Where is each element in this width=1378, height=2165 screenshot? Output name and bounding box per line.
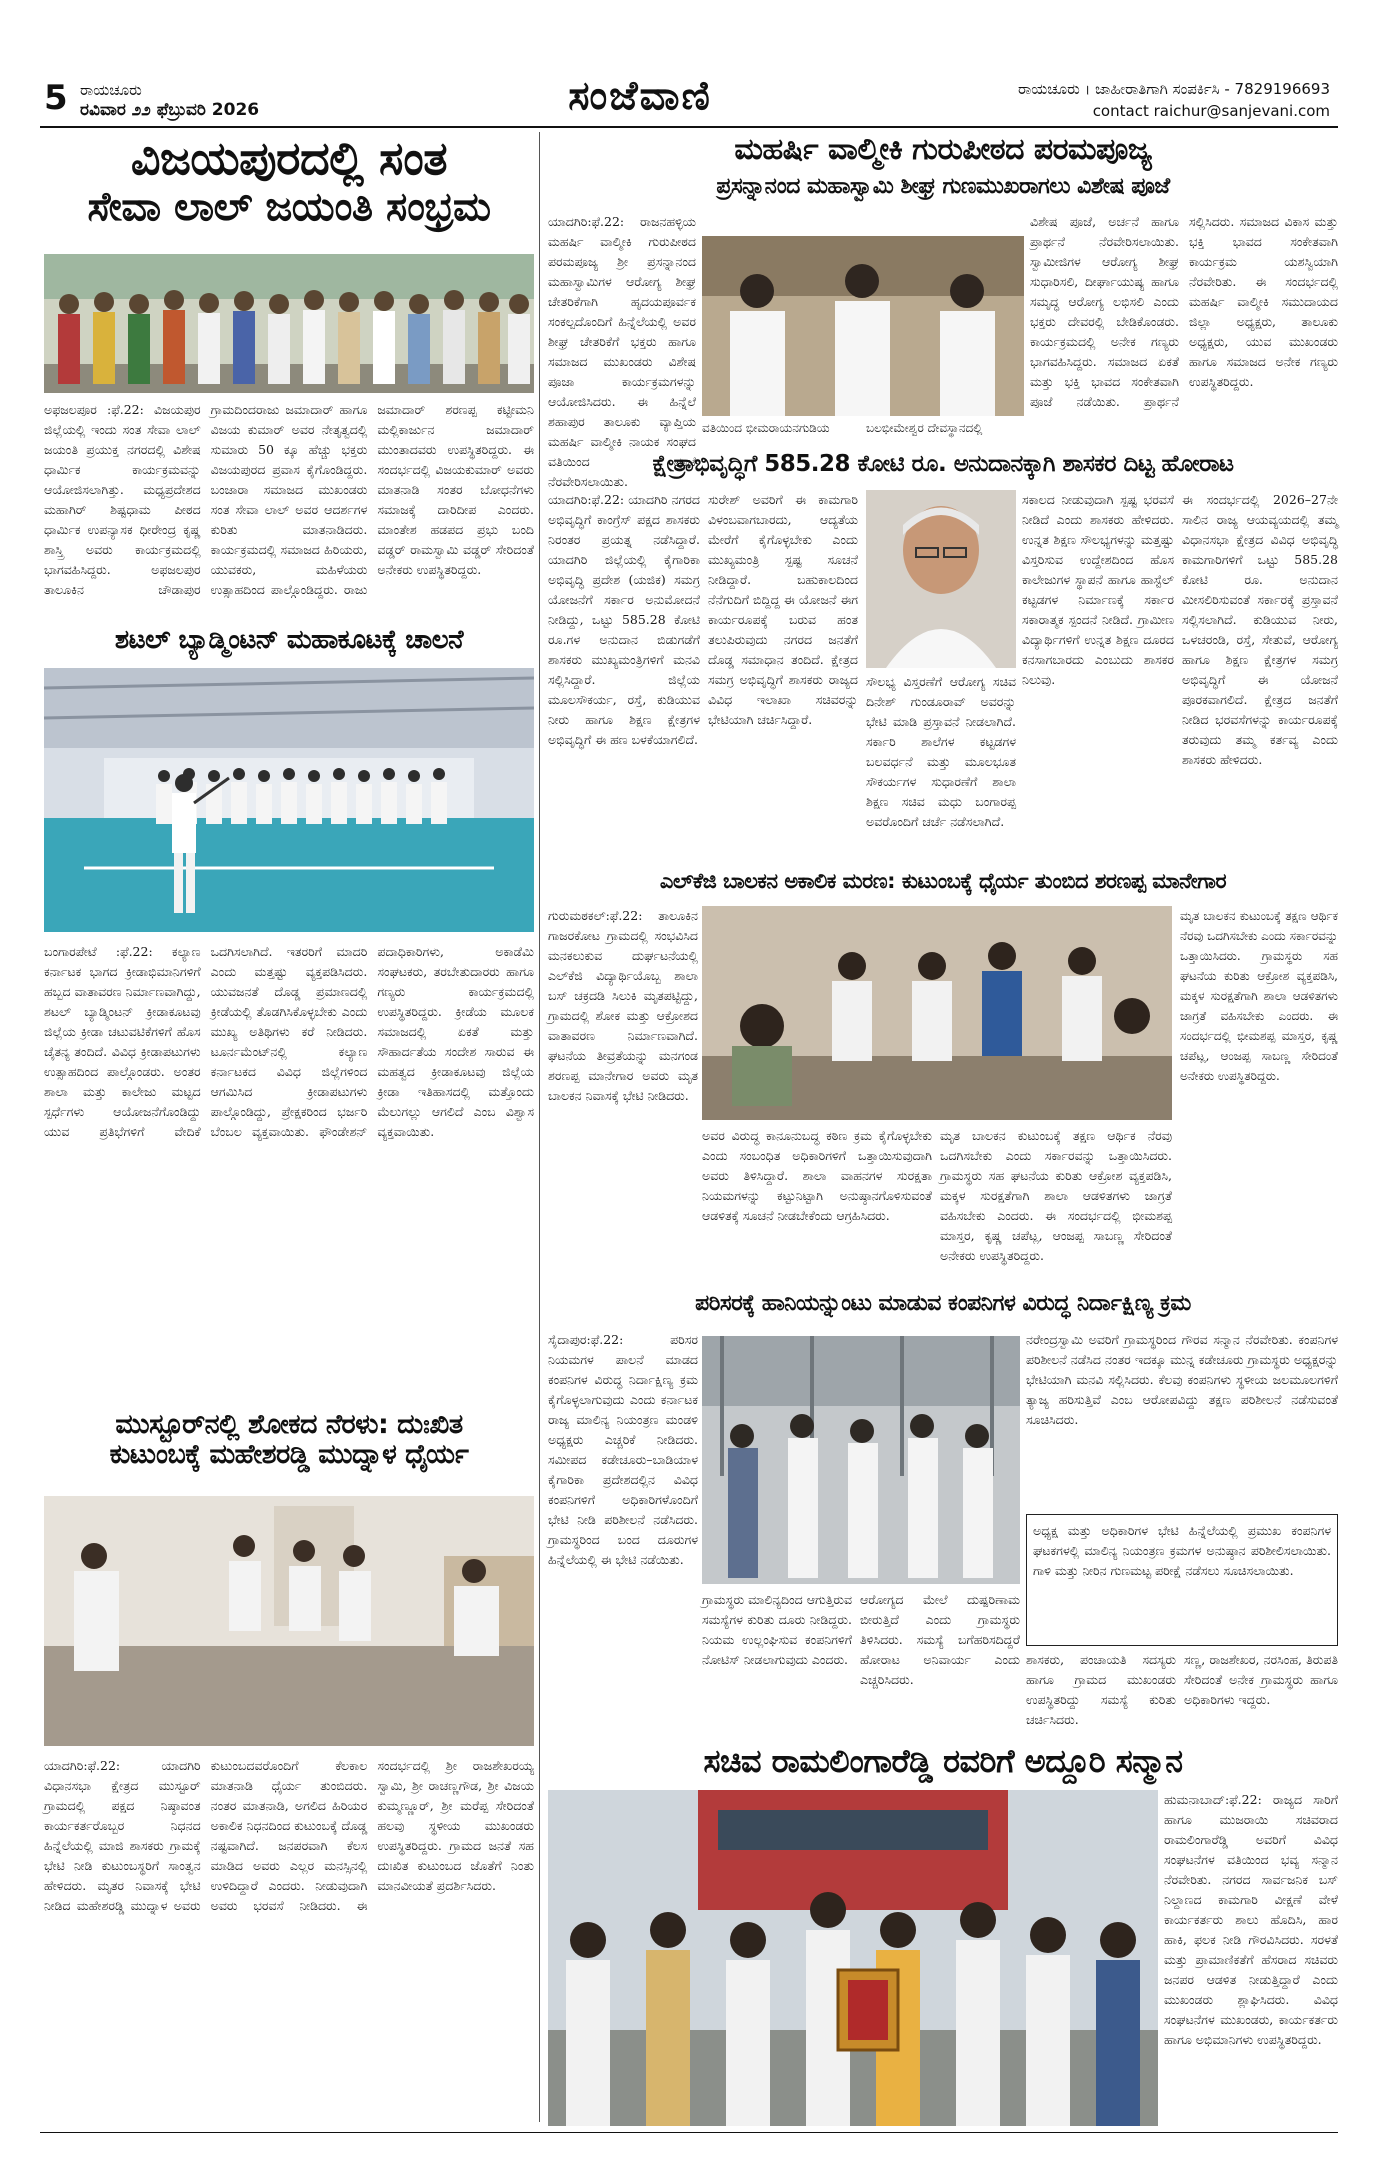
- valmiki-headline-line2: ಪ್ರಸನ್ನಾನಂದ ಮಹಾಸ್ವಾಮಿ ಶೀಘ್ರ ಗುಣಮುಖರಾಗಲು ವಿಶೇಷ ಪೂಜೆ: [716, 174, 1170, 199]
- muddanal-headline: [44, 1410, 534, 1492]
- footer-rule: [40, 2132, 1338, 2133]
- grant-body-col5: ಈ ಸಂದರ್ಭದಲ್ಲಿ 2026–27ನೇ ಸಾಲಿನ ರಾಜ್ಯ ಆಯವ್ಯಯದಲ್ಲಿ ತಮ್ಮ ವಿಧಾನಸಭಾ ಕ್ಷೇತ್ರದ ವಿವಿಧ ಅಭಿವೃದ್ಧಿ ಕಾಮಗಾರಿಗಳಿಗೆ ಒಟ್ಟು 585.28 ಕೋಟಿ ರೂ. ಅನುದಾನ ಮೀಸಲಿರಿಸುವಂತೆ ಸರ್ಕಾರಕ್ಕೆ ಪ್ರಸ್ತಾವನೆ ಸಲ್ಲಿಸಲಾಗಿದೆ. ಕುಡಿಯುವ ನೀರು, ಒಳಚರಂಡಿ, ರಸ್ತೆ, ಸೇತುವೆ, ಆರೋಗ್ಯ ಹಾಗೂ ಶಿಕ್ಷಣ ಕ್ಷೇತ್ರಗಳ ಸಮಗ್ರ ಅಭಿವೃದ್ಧಿಗೆ ಈ ಯೋಜನೆ ಪೂರಕವಾಗಲಿದೆ. ಕ್ಷೇತ್ರದ ಜನತೆಗೆ ನೀಡಿದ ಭರವಸೆಗಳನ್ನು ಕಾರ್ಯರೂಪಕ್ಕೆ ತರುವುದು ತಮ್ಮ ಕರ್ತವ್ಯ ಎಂದು ಶಾಸಕರು ಹೇಳಿದರು.: [1182, 492, 1338, 767]
- muddanal-body: ಯಾದಗಿರಿ:ಫೆ.22: ಯಾದಗಿರಿ ವಿಧಾನಸಭಾ ಕ್ಷೇತ್ರದ ಮುಸ್ಟೂರ್ ಗ್ರಾಮದಲ್ಲಿ ಪಕ್ಷದ ನಿಷ್ಠಾವಂತ ಕಾರ್ಯಕರ್ತರೊಬ್ಬರ ನಿಧನದ ಹಿನ್ನೆಲೆಯಲ್ಲಿ ಮಾಜಿ ಶಾಸಕರು ಗ್ರಾಮಕ್ಕೆ ಭೇಟಿ ನೀಡಿ ಕುಟುಂಬಸ್ಥರಿಗೆ ಸಾಂತ್ವನ ಹೇಳಿದರು. ಮೃತರ ನಿವಾಸಕ್ಕೆ ಭೇಟಿ ನೀಡಿದ ಮಹೇಶರಡ್ಡಿ ಮುದ್ನಾಳ ಅವರು ಕುಟುಂಬದವರೊಂದಿಗೆ ಕೆಲಕಾಲ ಮಾತನಾಡಿ ಧೈರ್ಯ ತುಂಬಿದರು. ನಂತರ ಮಾತನಾಡಿ, ಅಗಲಿದ ಹಿರಿಯರ ಅಕಾಲಿಕ ನಿಧನದಿಂದ ಕುಟುಂಬಕ್ಕೆ ದೊಡ್ಡ ನಷ್ಟವಾಗಿದೆ. ಜನಪರವಾಗಿ ಕೆಲಸ ಮಾಡಿದ ಅವರು ಎಲ್ಲರ ಮನಸ್ಸಿನಲ್ಲಿ ಉಳಿದಿದ್ದಾರೆ ಎಂದರು. ನೀಡುವುದಾಗಿ ಅವರು ಭರವಸೆ ನೀಡಿದರು. ಈ ಸಂದರ್ಭದಲ್ಲಿ ಶ್ರೀ ರಾಜಶೇಖರಯ್ಯ ಸ್ವಾಮಿ, ಶ್ರೀ ರಾಚಣ್ಣಗೌಡ, ಶ್ರೀ ವಿಜಯ ಕುಮ್ಮಣ್ಣೂರ್, ಶ್ರೀ ಮರೆಪ್ಪ ಸೇರಿದಂತೆ ಹಲವು ಸ್ಥಳೀಯ ಮುಖಂಡರು ಉಪಸ್ಥಿತರಿದ್ದರು. ಗ್ರಾಮದ ಜನತೆ ಸಹ ದುಃಖಿತ ಕುಟುಂಬದ ಜೊತೆಗೆ ನಿಂತು ಮಾನವೀಯತೆ ಪ್ರದರ್ಶಿಸಿದರು.: [44, 1758, 534, 1913]
- felicitation-body: ಹುಮನಾಬಾದ್:ಫೆ.22: ರಾಜ್ಯದ ಸಾರಿಗೆ ಹಾಗೂ ಮುಜರಾಯಿ ಸಚಿವರಾದ ರಾಮಲಿಂಗಾರೆಡ್ಡಿ ಅವರಿಗೆ ವಿವಿಧ ಸಂಘಟನೆಗಳ ವತಿಯಿಂದ ಭವ್ಯ ಸನ್ಮಾನ ನೆರವೇರಿತು. ನಗರದ ಸಾರ್ವಜನಿಕ ಬಸ್ ನಿಲ್ದಾಣದ ಕಾಮಗಾರಿ ವೀಕ್ಷಣೆ ವೇಳೆ ಕಾರ್ಯಕರ್ತರು ಶಾಲು ಹೊದಿಸಿ, ಹಾರ ಹಾಕಿ, ಫಲಕ ನೀಡಿ ಗೌರವಿಸಿದರು. ಸರಳತೆ ಮತ್ತು ಪ್ರಾಮಾಣಿಕತೆಗೆ ಹೆಸರಾದ ಸಚಿವರು ಜನಪರ ಆಡಳಿತ ನೀಡುತ್ತಿದ್ದಾರೆ ಎಂದು ಮುಖಂಡರು ಶ್ಲಾಘಿಸಿದರು. ವಿವಿಧ ಸಂಘಟನೆಗಳ ಮುಖಂಡರು, ಕಾರ್ಯಕರ್ತರು ಹಾಗೂ ಅಭಿಮಾನಿಗಳು ಉಪಸ್ಥಿತರಿದ್ದರು.: [1164, 1792, 1338, 2047]
- badminton-hall-illustration: [44, 668, 534, 932]
- vijayapura-headline-line2: ಸೇವಾ ಲಾಲ್ ಜಯಂತಿ ಸಂಭ್ರಮ: [87, 183, 491, 230]
- vijayapura-headline: [44, 133, 534, 253]
- edition-city: ರಾಯಚೂರು: [80, 81, 142, 99]
- vijayapura-body: ಅಫಜಲಪೂರ :ಫೆ.22: ವಿಜಯಪುರ ಜಿಲ್ಲೆಯಲ್ಲಿ ಇಂದು ಸಂತ ಸೇವಾ ಲಾಲ್ ಜಯಂತಿ ಪ್ರಯುಕ್ತ ನಗರದಲ್ಲಿ ವಿಶೇಷ ಧಾರ್ಮಿಕ ಕಾರ್ಯಕ್ರಮವನ್ನು ಆಯೋಜಿಸಲಾಗಿತ್ತು. ಮಧ್ಯಪ್ರದೇಶದ ಮಹಾಗಿರ್ ಶಿಷ್ಟಧಾಮ ಪೀಠದ ಧಾರ್ಮಿಕ ಉಪನ್ಯಾಸಕ ಧೀರೇಂದ್ರ ಕೃಷ್ಣ ಶಾಸ್ತ್ರಿ ಅವರು ಕಾರ್ಯಕ್ರಮದಲ್ಲಿ ಭಾಗವಹಿಸಿದ್ದರು. ಅಫಜಲಪುರ ತಾಲೂಕಿನ ಚೌಡಾಪುರ ಗ್ರಾಮದಿಂದರಾಜು ಜಮಾದಾರ್ ಹಾಗೂ ವಿಜಯ ಕುಮಾರ್ ಅವರ ನೇತೃತ್ವದಲ್ಲಿ ಸುಮಾರು 50 ಕ್ಕೂ ಹೆಚ್ಚು ಭಕ್ತರು ವಿಜಯಪುರದ ಪ್ರವಾಸ ಕೈಗೊಂಡಿದ್ದರು. ಬಂಜಾರಾ ಸಮಾಜದ ಮುಖಂಡರು ಸಂತ ಸೇವಾ ಲಾಲ್ ಅವರ ಆದರ್ಶಗಳ ಕುರಿತು ಮಾತನಾಡಿದರು. ಕಾರ್ಯಕ್ರಮದಲ್ಲಿ ಸಮಾಜದ ಹಿರಿಯರು, ಯುವಕರು, ಮಹಿಳೆಯರು ಉತ್ಸಾಹದಿಂದ ಪಾಲ್ಗೊಂಡಿದ್ದರು. ರಾಜು ಜಮಾದಾರ್ ಶರಣಪ್ಪ ಕಟ್ಟೀಮನಿ ಮಲ್ಲಿಕಾರ್ಜುನ ಜಮಾದಾರ್ ಮುಂತಾದವರು ಉಪಸ್ಥಿತರಿದ್ದರು. ಈ ಸಂದರ್ಭದಲ್ಲಿ ವಿಜಯಕುಮಾರ್ ಅವರು ಮಾತನಾಡಿ ಸಂತರ ಬೋಧನೆಗಳು ಸಮಾಜಕ್ಕೆ ದಾರಿದೀಪ ಎಂದರು. ಮಾಂತೇಶ ಹಡಪದ ಪ್ರಭು ಬಂದಿ ವಡ್ಡರ್ ರಾಮಸ್ವಾಮಿ ವಡ್ಡರ್ ಸೇರಿದಂತೆ ಅನೇಕರು ಉಪಸ್ಥಿತರಿದ್ದರು.: [44, 402, 534, 597]
- valmiki-caption-right: ಬಲಭೀಮೇಶ್ವರ ದೇವಸ್ಥಾನದಲ್ಲಿ: [866, 421, 983, 435]
- environment-body-col4: ಅಧ್ಯಕ್ಷ ಮತ್ತು ಅಧಿಕಾರಿಗಳ ಭೇಟಿ ಹಿನ್ನೆಲೆಯಲ್ಲಿ ಪ್ರಮುಖ ಕಂಪನಿಗಳ ಘಟಕಗಳಲ್ಲಿ ಮಾಲಿನ್ಯ ನಿಯಂತ್ರಣ ಕ್ರಮಗಳ ಅನುಷ್ಠಾನ ಪರಿಶೀಲಿಸಲಾಯಿತು. ಗಾಳಿ ಮತ್ತು ನೀರಿನ ಗುಣಮಟ್ಟ ಪರೀಕ್ಷೆ ನಡೆಸಲು ಸೂಚಿಸಲಾಯಿತು.: [1033, 1523, 1331, 1578]
- environment-body-col2: ಗ್ರಾಮಸ್ಥರು ಮಾಲಿನ್ಯದಿಂದ ಆಗುತ್ತಿರುವ ಸಮಸ್ಯೆಗಳ ಕುರಿತು ದೂರು ನೀಡಿದ್ದರು. ನಿಯಮ ಉಲ್ಲಂಘಿಸುವ ಕಂಪನಿಗಳಿಗೆ ನೋಟಿಸ್ ನೀಡಲಾಗುವುದು ಎಂದರು.: [702, 1592, 852, 1667]
- vijayapura-group-photo: [44, 254, 534, 393]
- page-number: 5: [44, 78, 68, 118]
- valmiki-caption-left: ವತಿಯಿಂದ ಭೀಮರಾಯನಗುಡಿಯ: [702, 421, 830, 435]
- group-photo-illustration: [44, 254, 534, 393]
- environment-body-col5: ಆರೋಗ್ಯದ ಮೇಲೆ ದುಷ್ಪರಿಣಾಮ ಬೀರುತ್ತಿದೆ ಎಂದು ಗ್ರಾಮಸ್ಥರು ತಿಳಿಸಿದರು. ಸಮಸ್ಯೆ ಬಗೆಹರಿಸದಿದ್ದರೆ ಹೋರಾಟ ಅನಿವಾರ್ಯ ಎಂದು ಎಚ್ಚರಿಸಿದರು.: [860, 1592, 1020, 1687]
- grant-body-col4: ಸಕಾಲದ ನೀಡುವುದಾಗಿ ಸ್ಪಷ್ಟ ಭರವಸೆ ನೀಡಿದೆ ಎಂದು ಶಾಸಕರು ಹೇಳಿದರು. ಉನ್ನತ ಶಿಕ್ಷಣ ಸೌಲಭ್ಯಗಳನ್ನು ಮತ್ತಷ್ಟು ವಿಸ್ತರಿಸುವ ಉದ್ದೇಶದಿಂದ ಹೊಸ ಕಾಲೇಜುಗಳ ಸ್ಥಾಪನೆ ಹಾಗೂ ಹಾಸ್ಟೆಲ್ ಕಟ್ಟಡಗಳ ನಿರ್ಮಾಣಕ್ಕೆ ಸರ್ಕಾರ ಸಕಾರಾತ್ಮಕ ಸ್ಪಂದನೆ ನೀಡಿದೆ. ಗ್ರಾಮೀಣ ವಿದ್ಯಾರ್ಥಿಗಳಿಗೆ ಉನ್ನತ ಶಿಕ್ಷಣ ದೂರದ ಕನಸಾಗಬಾರದು ಎಂಬುದು ಶಾಸಕರ ನಿಲುವು.: [1022, 492, 1174, 687]
- contact-line: ರಾಯಚೂರು । ಜಾಹೀರಾತಿಗಾಗಿ ಸಂಪರ್ಕಿಸಿ - 7829196693: [1018, 80, 1330, 98]
- badminton-photo: [44, 668, 534, 932]
- vijayapura-headline-line1: ವಿಜಯಪುರದಲ್ಲಿ ಸಂತ: [130, 131, 448, 185]
- lkg-headline: ಎಲ್‌ಕೆಜಿ ಬಾಲಕನ ಅಕಾಲಿಕ ಮರಣ: ಕುಟುಂಬಕ್ಕೆ ಧೈರ್ಯ ತುಂಬಿದ ಶರಣಪ್ಪ ಮಾನೇಗಾರ: [659, 869, 1227, 893]
- badminton-headline: ಶಟಲ್ ಬ್ಯಾಡ್ಮಿಂಟನ್ ಮಹಾಕೂಟಕ್ಕೆ ಚಾಲನೆ: [114, 625, 464, 655]
- family-visit-illustration: [702, 906, 1172, 1120]
- factory-inspection-illustration: [702, 1336, 1020, 1584]
- environment-headline: ಪರಿಸರಕ್ಕೆ ಹಾನಿಯನ್ನುಂಟು ಮಾಡುವ ಕಂಪನಿಗಳ ವಿರುದ್ಧ ನಿರ್ದಾಕ್ಷಿಣ್ಯ ಕ್ರಮ: [695, 1291, 1191, 1316]
- minister-felicitation-illustration: [548, 1790, 1158, 2126]
- newspaper-logo: [470, 72, 810, 122]
- masthead-rule: [40, 126, 1338, 128]
- grant-body-col3: ಸೌಲಭ್ಯ ವಿಸ್ತರಣೆಗೆ ಆರೋಗ್ಯ ಸಚಿವ ದಿನೇಶ್ ಗುಂಡೂರಾವ್ ಅವರನ್ನು ಭೇಟಿ ಮಾಡಿ ಪ್ರಸ್ತಾವನೆ ನೀಡಲಾಗಿದೆ. ಸರ್ಕಾರಿ ಶಾಲೆಗಳ ಕಟ್ಟಡಗಳ ಬಲವರ್ಧನೆ ಮತ್ತು ಮೂಲಭೂತ ಸೌಕರ್ಯಗಳ ಸುಧಾರಣೆಗೆ ಶಾಲಾ ಶಿಕ್ಷಣ ಸಚಿವ ಮಧು ಬಂಗಾರಪ್ಪ ಅವರೊಂದಿಗೆ ಚರ್ಚೆ ನಡೆಸಲಾಗಿದೆ.: [866, 674, 1016, 829]
- mla-portrait: [866, 490, 1016, 668]
- logo-text: ಸಂಜೆವಾಣಿ: [568, 72, 712, 119]
- edition-date: ರವಿವಾರ ೨೨ ಫೆಬ್ರುವರಿ 2026: [80, 100, 260, 120]
- lkg-body-col1: ಗುರುಮಠಕಲ್:ಫೆ.22: ತಾಲೂಕಿನ ಗಾಜರಕೋಟ ಗ್ರಾಮದಲ್ಲಿ ಸಂಭವಿಸಿದ ಮನಕಲುಕುವ ದುರ್ಘಟನೆಯಲ್ಲಿ ಎಲ್‌ಕೆಜಿ ವಿದ್ಯಾರ್ಥಿಯೊಬ್ಬ ಶಾಲಾ ಬಸ್ ಚಕ್ರದಡಿ ಸಿಲುಕಿ ಮೃತಪಟ್ಟಿದ್ದು, ಗ್ರಾಮದಲ್ಲಿ ಶೋಕ ಮತ್ತು ಆಕ್ರೋಶದ ವಾತಾವರಣ ನಿರ್ಮಾಣವಾಗಿದೆ. ಘಟನೆಯ ತೀವ್ರತೆಯನ್ನು ಮನಗಂಡ ಶರಣಪ್ಪ ಮಾನೇಗಾರ ಅವರು ಮೃತ ಬಾಲಕನ ನಿವಾಸಕ್ಕೆ ಭೇಟಿ ನೀಡಿದರು.: [548, 908, 698, 1103]
- valmiki-body-left: ಯಾದಗಿರಿ:ಫೆ.22: ರಾಜನಹಳ್ಳಿಯ ಮಹರ್ಷಿ ವಾಲ್ಮೀಕಿ ಗುರುಪೀಠದ ಪರಮಪೂಜ್ಯ ಶ್ರೀ ಪ್ರಸನ್ನಾನಂದ ಮಹಾಸ್ವಾಮಿಗಳ ಆರೋಗ್ಯ ಶೀಘ್ರ ಚೇತರಿಕೆಗಾಗಿ ಹೃದಯಪೂರ್ವಕ ಸಂಕಲ್ಪದೊಂದಿಗೆ ಹಿನ್ನೆಲೆಯಲ್ಲಿ ಅವರ ಶೀಘ್ರ ಚೇತರಿಕೆಗೆ ಭಕ್ತರು ಹಾಗೂ ಸಮಾಜದ ಮುಖಂಡರು ವಿಶೇಷ ಪೂಜಾ ಕಾರ್ಯಕ್ರಮಗಳನ್ನು ಆಯೋಜಿಸಿದರು. ಈ ಹಿನ್ನೆಲೆ ಶಹಾಪುರ ತಾಲೂಕು ವ್ಯಾಪ್ತಿಯ ಮಹರ್ಷಿ ವಾಲ್ಮೀಕಿ ನಾಯಕ ಸಂಘದ ವತಿಯಿಂದ ಪೂಜೆ ನೆರವೇರಿಸಲಾಯಿತು.: [548, 214, 696, 489]
- valmiki-headline-line1: ಮಹರ್ಷಿ ವಾಲ್ಮೀಕಿ ಗುರುಪೀಠದ ಪರಮಪೂಜ್ಯ: [734, 132, 1152, 167]
- environment-body-col1: ಸೈದಾಪುರ:ಫೆ.22: ಪರಿಸರ ನಿಯಮಗಳ ಪಾಲನೆ ಮಾಡದ ಕಂಪನಿಗಳ ವಿರುದ್ಧ ನಿರ್ದಾಕ್ಷಿಣ್ಯ ಕ್ರಮ ಕೈಗೊಳ್ಳಲಾಗುವುದು ಎಂದು ಕರ್ನಾಟಕ ರಾಜ್ಯ ಮಾಲಿನ್ಯ ನಿಯಂತ್ರಣ ಮಂಡಳಿ ಅಧ್ಯಕ್ಷರು ಎಚ್ಚರಿಕೆ ನೀಡಿದರು. ಸಮೀಪದ ಕಡೇಚೂರು–ಬಾಡಿಯಾಳ ಕೈಗಾರಿಕಾ ಪ್ರದೇಶದಲ್ಲಿನ ವಿವಿಧ ಕಂಪನಿಗಳಿಗೆ ಅಧಿಕಾರಿಗಳೊಂದಿಗೆ ಭೇಟಿ ನೀಡಿ ಪರಿಶೀಲನೆ ನಡೆಸಿದರು. ಗ್ರಾಮಸ್ಥರಿಂದ ಬಂದ ದೂರುಗಳ ಹಿನ್ನೆಲೆಯಲ್ಲಿ ಈ ಭೇಟಿ ನಡೆಯಿತು.: [548, 1332, 698, 1567]
- muddanal-headline-line1: ಮುಸ್ಟೂರ್‌ನಲ್ಲಿ ಶೋಕದ ನೆರಳು: ದುಃಖಿತ: [115, 1409, 463, 1440]
- lkg-photo: [702, 906, 1172, 1120]
- environment-body-col6: ಶಾಸಕರು, ಪಂಚಾಯತಿ ಸದಸ್ಯರು ಹಾಗೂ ಗ್ರಾಮದ ಮುಖಂಡರು ಉಪಸ್ಥಿತರಿದ್ದು ಸಮಸ್ಯೆ ಕುರಿತು ಚರ್ಚಿಸಿದರು.: [1026, 1652, 1176, 1727]
- valmiki-body-right: ವಿಶೇಷ ಪೂಜೆ, ಅರ್ಚನೆ ಹಾಗೂ ಪ್ರಾರ್ಥನೆ ನೆರವೇರಿಸಲಾಯಿತು. ಸ್ವಾಮೀಜಿಗಳ ಆರೋಗ್ಯ ಶೀಘ್ರ ಸುಧಾರಿಸಲಿ, ದೀರ್ಘಾಯುಷ್ಯ ಹಾಗೂ ಸಮೃದ್ಧ ಆರೋಗ್ಯ ಲಭಿಸಲಿ ಎಂದು ಭಕ್ತರು ದೇವರಲ್ಲಿ ಬೇಡಿಕೊಂಡರು. ಕಾರ್ಯಕ್ರಮದಲ್ಲಿ ಅನೇಕ ಗಣ್ಯರು ಭಾಗವಹಿಸಿದ್ದರು. ಸಮಾಜದ ಏಕತೆ ಮತ್ತು ಭಕ್ತಿ ಭಾವದ ಸಂಕೇತವಾಗಿ ಪೂಜೆ ನಡೆಯಿತು. ಪ್ರಾರ್ಥನೆ ಸಲ್ಲಿಸಿದರು. ಸಮಾಜದ ವಿಕಾಸ ಮತ್ತು ಭಕ್ತಿ ಭಾವದ ಸಂಕೇತವಾಗಿ ಕಾರ್ಯಕ್ರಮ ಯಶಸ್ವಿಯಾಗಿ ನೆರವೇರಿತು. ಈ ಸಂದರ್ಭದಲ್ಲಿ ಮಹರ್ಷಿ ವಾಲ್ಮೀಕಿ ಸಮುದಾಯದ ಜಿಲ್ಲಾ ಅಧ್ಯಕ್ಷರು, ತಾಲೂಕು ಅಧ್ಯಕ್ಷರು, ಯುವ ಮುಖಂಡರು ಹಾಗೂ ಸಮಾಜದ ಅನೇಕ ಗಣ್ಯರು ಉಪಸ್ಥಿತರಿದ್ದರು.: [1030, 214, 1338, 409]
- grant-body-col1: ಯಾದಗಿರಿ:ಫೆ.22: ಯಾದಗಿರಿ ನಗರದ ಅಭಿವೃದ್ಧಿಗೆ ಕಾಂಗ್ರೆಸ್ ಪಕ್ಷದ ಶಾಸಕರು ನಿರಂತರ ಪ್ರಯತ್ನ ನಡೆಸಿದ್ದಾರೆ. ಯಾದಗಿರಿ ಜಿಲ್ಲೆಯಲ್ಲಿ ಕೈಗಾರಿಕಾ ಅಭಿವೃದ್ಧಿ ಪ್ರದೇಶ (ಯಜಿಕ) ಸಮಗ್ರ ಯೋಜನೆಗೆ ಸರ್ಕಾರ ಅನುಮೋದನೆ ನೀಡಿದ್ದು, ಒಟ್ಟು 585.28 ಕೋಟಿ ರೂ.ಗಳ ಅನುದಾನ ಬಿಡುಗಡೆಗೆ ಶಾಸಕರು ಮುಖ್ಯಮಂತ್ರಿಗಳಿಗೆ ಮನವಿ ಸಲ್ಲಿಸಿದ್ದಾರೆ. ಜಿಲ್ಲೆಯ ಮೂಲಸೌಕರ್ಯ, ರಸ್ತೆ, ಕುಡಿಯುವ ನೀರು ಹಾಗೂ ಶಿಕ್ಷಣ ಕ್ಷೇತ್ರಗಳ ಅಭಿವೃದ್ಧಿಗೆ ಈ ಹಣ ಬಳಕೆಯಾಗಲಿದೆ.: [548, 492, 700, 747]
- environment-body-col3: ನರೇಂದ್ರಸ್ವಾಮಿ ಅವರಿಗೆ ಗ್ರಾಮಸ್ಥರಿಂದ ಗೌರವ ಸನ್ಮಾನ ನೆರವೇರಿತು. ಕಂಪನಿಗಳ ಪರಿಶೀಲನೆ ನಡೆಸಿದ ನಂತರ ಇದಕ್ಕೂ ಮುನ್ನ ಕಡೇಚೂರು ಗ್ರಾಮಸ್ಥರು ಅಧ್ಯಕ್ಷರನ್ನು ಭೇಟಿಯಾಗಿ ಮನವಿ ಸಲ್ಲಿಸಿದರು. ಕೆಲವು ಕಂಪನಿಗಳು ಸ್ಥಳೀಯ ಜಲಮೂಲಗಳಿಗೆ ತ್ಯಾಜ್ಯ ಹರಿಸುತ್ತಿವೆ ಎಂಬ ಆರೋಪವಿದ್ದು ತಕ್ಷಣ ಪರಿಶೀಲನೆ ನಡೆಸುವಂತೆ ಸೂಚಿಸಿದರು.: [1026, 1332, 1338, 1427]
- lkg-body-col3: ಮೃತ ಬಾಲಕನ ಕುಟುಂಬಕ್ಕೆ ತಕ್ಷಣ ಆರ್ಥಿಕ ನೆರವು ಒದಗಿಸಬೇಕು ಎಂದು ಸರ್ಕಾರವನ್ನು ಒತ್ತಾಯಿಸಿದರು. ಗ್ರಾಮಸ್ಥರು ಸಹ ಘಟನೆಯ ಕುರಿತು ಆಕ್ರೋಶ ವ್ಯಕ್ತಪಡಿಸಿ, ಮಕ್ಕಳ ಸುರಕ್ಷತೆಗಾಗಿ ಶಾಲಾ ಆಡಳಿತಗಳು ಜಾಗ್ರತೆ ವಹಿಸಬೇಕು ಎಂದರು. ಈ ಸಂದರ್ಭದಲ್ಲಿ ಭೀಮಶಪ್ಪ ಮಾಸ್ತರ, ಕೃಷ್ಣ ಚಪೆಟ್ಲ, ಆಂಜಪ್ಪ ಸಾಬಣ್ಣ ಸೇರಿದಂತೆ ಅನೇಕರು ಉಪಸ್ಥಿತರಿದ್ದರು.: [940, 1128, 1172, 1263]
- condolence-visit-illustration: [44, 1496, 534, 1746]
- mla-portrait-illustration: [866, 490, 1016, 668]
- felicitation-headline: ಸಚಿವ ರಾಮಲಿಂಗಾರೆಡ್ಡಿ ರವರಿಗೆ ಅದ್ದೂರಿ ಸನ್ಮಾನ: [703, 1742, 1183, 1780]
- temple-puja-illustration: [702, 236, 1024, 416]
- environment-body-col7: ಸಣ್ಣ, ರಾಜಶೇಖರ, ನರಸಿಂಹ, ತಿರುಪತಿ ಸೇರಿದಂತೆ ಅನೇಕ ಗ್ರಾಮಸ್ಥರು ಹಾಗೂ ಅಧಿಕಾರಿಗಳು ಇದ್ದರು.: [1184, 1652, 1338, 1707]
- muddanal-headline-line2: ಕುಟುಂಬಕ್ಕೆ ಮಹೇಶರಡ್ಡಿ ಮುದ್ನಾಳ ಧೈರ್ಯ: [109, 1439, 469, 1471]
- felicitation-photo: [548, 1790, 1158, 2126]
- lkg-body-col4: ಮೃತ ಬಾಲಕನ ಕುಟುಂಬಕ್ಕೆ ತಕ್ಷಣ ಆರ್ಥಿಕ ನೆರವು ಒದಗಿಸಬೇಕು ಎಂದು ಸರ್ಕಾರವನ್ನು ಒತ್ತಾಯಿಸಿದರು. ಗ್ರಾಮಸ್ಥರು ಸಹ ಘಟನೆಯ ಕುರಿತು ಆಕ್ರೋಶ ವ್ಯಕ್ತಪಡಿಸಿ, ಮಕ್ಕಳ ಸುರಕ್ಷತೆಗಾಗಿ ಶಾಲಾ ಆಡಳಿತಗಳು ಜಾಗ್ರತೆ ವಹಿಸಬೇಕು ಎಂದರು. ಈ ಸಂದರ್ಭದಲ್ಲಿ ಭೀಮಶಪ್ಪ ಮಾಸ್ತರ, ಕೃಷ್ಣ ಚಪೆಟ್ಲ, ಆಂಜಪ್ಪ ಸಾಬಣ್ಣ ಸೇರಿದಂತೆ ಅನೇಕರು ಉಪಸ್ಥಿತರಿದ್ದರು.: [1180, 909, 1338, 1083]
- grant-body-col2: ಸುರೇಶ್ ಅವರಿಗೆ ಈ ಕಾಮಗಾರಿ ವಿಳಂಬವಾಗಬಾರದು, ಆದ್ಯತೆಯ ಮೇರೆಗೆ ಕೈಗೊಳ್ಳಬೇಕು ಎಂದು ಮುಖ್ಯಮಂತ್ರಿ ಸ್ಪಷ್ಟ ಸೂಚನೆ ನೀಡಿದ್ದಾರೆ. ಬಹುಕಾಲದಿಂದ ನೆನೆಗುದಿಗೆ ಬಿದ್ದಿದ್ದ ಈ ಯೋಜನೆ ಈಗ ಕಾರ್ಯರೂಪಕ್ಕೆ ಬರುವ ಹಂತ ತಲುಪಿರುವುದು ನಗರದ ಜನತೆಗೆ ದೊಡ್ಡ ಸಮಾಧಾನ ತಂದಿದೆ. ಕ್ಷೇತ್ರದ ಸಮಗ್ರ ಅಭಿವೃದ್ಧಿಗೆ ಶಾಸಕರು ರಾಜ್ಯದ ವಿವಿಧ ಇಲಾಖಾ ಸಚಿವರನ್ನು ಭೇಟಿಯಾಗಿ ಚರ್ಚಿಸಿದ್ದಾರೆ.: [708, 492, 858, 727]
- environment-boxed-note: [1026, 1514, 1338, 1646]
- badminton-body: ಬಂಗಾರಪೇಟೆ :ಫೆ.22: ಕಲ್ಯಾಣ ಕರ್ನಾಟಕ ಭಾಗದ ಕ್ರೀಡಾಭಿಮಾನಿಗಳಿಗೆ ಹಬ್ಬದ ವಾತಾವರಣ ನಿರ್ಮಾಣವಾಗಿದ್ದು, ಶಟಲ್ ಬ್ಯಾಡ್ಮಿಂಟನ್ ಕ್ರೀಡಾಕೂಟವು ಜಿಲ್ಲೆಯ ಕ್ರೀಡಾ ಚಟುವಟಿಕೆಗಳಿಗೆ ಹೊಸ ಚೈತನ್ಯ ತಂದಿದೆ. ವಿವಿಧ ಕ್ರೀಡಾಪಟುಗಳು ಉತ್ಸಾಹದಿಂದ ಪಾಲ್ಗೊಂಡರು. ಅಂತರ ಶಾಲಾ ಮತ್ತು ಕಾಲೇಜು ಮಟ್ಟದ ಸ್ಪರ್ಧೆಗಳು ಆಯೋಜನೆಗೊಂಡಿದ್ದು ಯುವ ಪ್ರತಿಭೆಗಳಿಗೆ ವೇದಿಕೆ ಒದಗಿಸಲಾಗಿದೆ. ಇತರರಿಗೆ ಮಾದರಿ ಎಂದು ಮತ್ತಷ್ಟು ವ್ಯಕ್ತಪಡಿಸಿದರು. ಯುವಜನತೆ ದೊಡ್ಡ ಪ್ರಮಾಣದಲ್ಲಿ ಕ್ರೀಡೆಯಲ್ಲಿ ತೊಡಗಿಸಿಕೊಳ್ಳಬೇಕು ಎಂದು ಮುಖ್ಯ ಅತಿಥಿಗಳು ಕರೆ ನೀಡಿದರು. ಟೂರ್ನಮೆಂಟ್‌ನಲ್ಲಿ ಕಲ್ಯಾಣ ಕರ್ನಾಟಕದ ವಿವಿಧ ಜಿಲ್ಲೆಗಳಿಂದ ಆಗಮಿಸಿದ ಕ್ರೀಡಾಪಟುಗಳು ಪಾಲ್ಗೊಂಡಿದ್ದು, ಪ್ರೇಕ್ಷಕರಿಂದ ಭರ್ಜರಿ ಬೆಂಬಲ ವ್ಯಕ್ತವಾಯಿತು. ಫೌಂಡೇಶನ್ ಪದಾಧಿಕಾರಿಗಳು, ಅಕಾಡೆಮಿ ಸಂಘಟಕರು, ತರಬೇತುದಾರರು ಹಾಗೂ ಗಣ್ಯರು ಕಾರ್ಯಕ್ರಮದಲ್ಲಿ ಉಪಸ್ಥಿತರಿದ್ದರು. ಕ್ರೀಡೆಯ ಮೂಲಕ ಸಮಾಜದಲ್ಲಿ ಏಕತೆ ಮತ್ತು ಸೌಹಾರ್ದತೆಯ ಸಂದೇಶ ಸಾರುವ ಈ ಮಹತ್ವದ ಕ್ರೀಡಾಕೂಟವು ಜಿಲ್ಲೆಯ ಕ್ರೀಡಾ ಇತಿಹಾಸದಲ್ಲಿ ಮತ್ತೊಂದು ಮೆಲುಗಲ್ಲು ಆಗಲಿದೆ ಎಂಬ ವಿಶ್ವಾಸ ವ್ಯಕ್ತವಾಯಿತು.: [44, 944, 534, 1139]
- grant-headline: ಕ್ಷೇತ್ರಾಭಿವೃದ್ಧಿಗೆ 585.28 ಕೋಟಿ ರೂ. ಅನುದಾನಕ್ಕಾಗಿ ಶಾಸಕರ ದಿಟ್ಟ ಹೋರಾಟ: [652, 451, 1234, 477]
- lkg-body-col2: ಅವರ ವಿರುದ್ಧ ಕಾನೂನುಬದ್ಧ ಕಠಿಣ ಕ್ರಮ ಕೈಗೊಳ್ಳಬೇಕು ಎಂದು ಸಂಬಂಧಿತ ಅಧಿಕಾರಿಗಳಿಗೆ ಒತ್ತಾಯಿಸುವುದಾಗಿ ಅವರು ತಿಳಿಸಿದ್ದಾರೆ. ಶಾಲಾ ವಾಹನಗಳ ಸುರಕ್ಷತಾ ನಿಯಮಗಳನ್ನು ಕಟ್ಟುನಿಟ್ಟಾಗಿ ಅನುಷ್ಠಾನಗೊಳಿಸುವಂತೆ ಆಡಳಿತಕ್ಕೆ ಸೂಚನೆ ನೀಡಬೇಕೆಂದು ಆಗ್ರಹಿಸಿದರು.: [702, 1128, 932, 1223]
- muddanal-photo: [44, 1496, 534, 1746]
- environment-photo: [702, 1336, 1020, 1584]
- contact-block: [960, 78, 1330, 122]
- valmiki-photo: [702, 236, 1024, 416]
- contact-email: contact raichur@sanjevani.com: [1092, 102, 1330, 120]
- column-divider: [539, 132, 540, 2122]
